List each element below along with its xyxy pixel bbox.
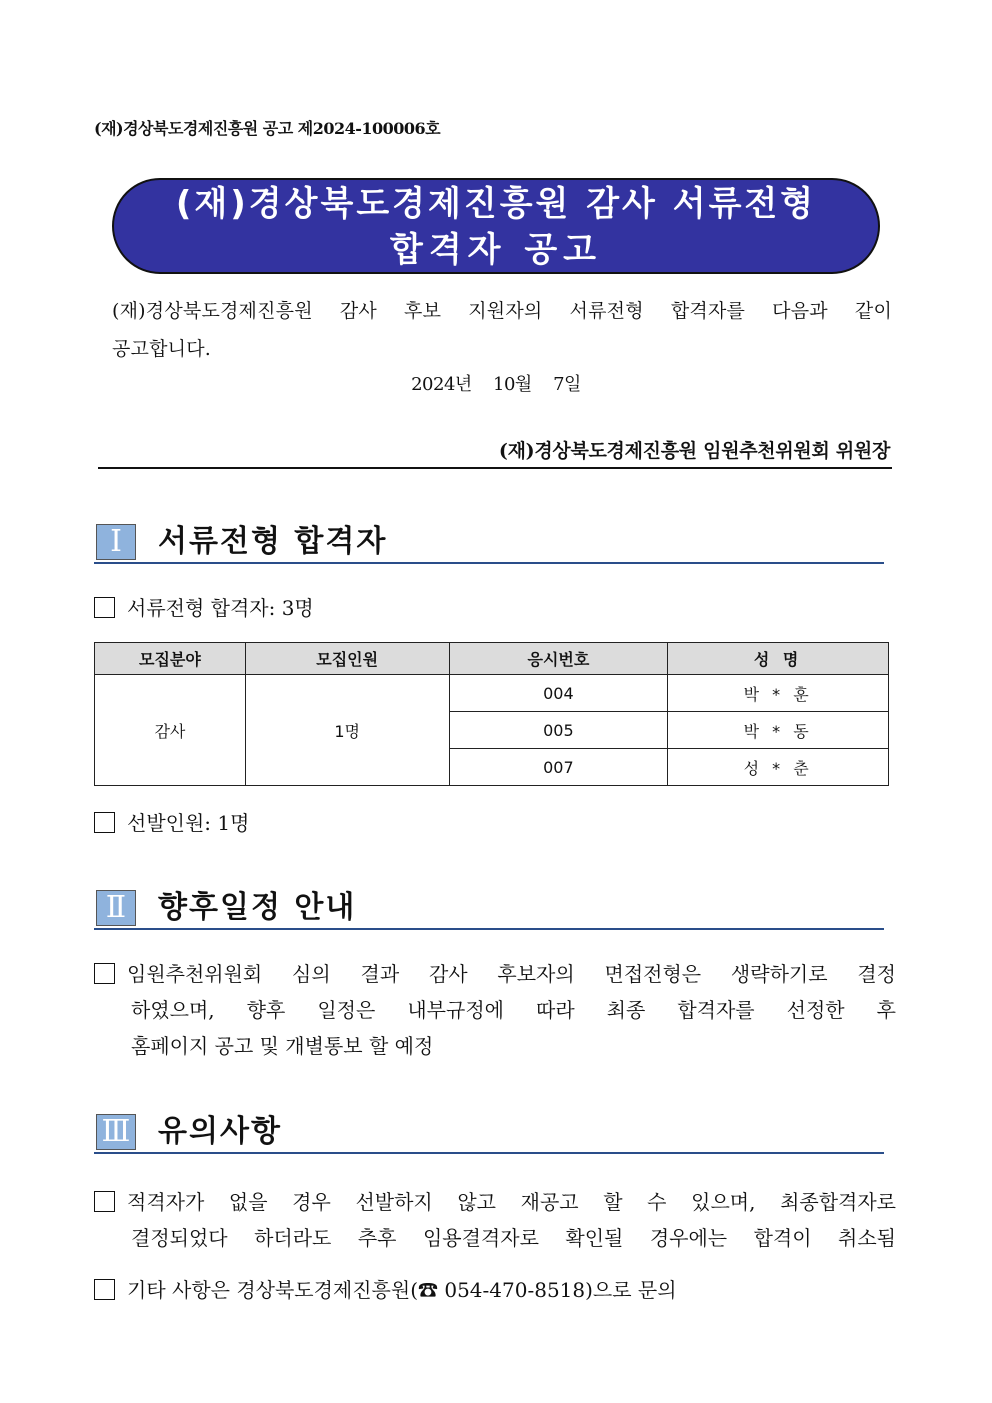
header-name: 성 명 (668, 643, 889, 675)
number-cell: 007 (449, 749, 668, 786)
notice-number: (재)경상북도경제진흥원 공고 제2024-100006호 (94, 119, 441, 138)
notes-item-1 (94, 1184, 896, 1256)
intro-paragraph (102, 292, 892, 368)
contact-text: 기타 사항은 경상북도경제진흥원(☎ 054-470-8518)으로 문의 (127, 1278, 677, 1302)
date-day: 7일 (553, 374, 581, 395)
notice-date (0, 370, 992, 396)
divider-line (98, 467, 892, 469)
schedule-line-2: 하였으며, 향후 일정은 내부규정에 따라 최종 합격자를 선정한 후 (131, 998, 896, 1022)
schedule-line-1: 임원추천위원회 심의 결과 감사 후보자의 면접전형은 생략하기로 결정 (94, 956, 896, 992)
passers-count-text: 서류전형 합격자: 3명 (127, 596, 314, 620)
table-row (95, 675, 889, 712)
section-3-number: Ⅲ (96, 1114, 136, 1150)
checkbox-icon (94, 963, 115, 984)
field-cell: 감사 (95, 675, 246, 786)
header-field: 모집분야 (95, 643, 246, 675)
name-cell: 박 * 동 (668, 712, 889, 749)
section-2-number: Ⅱ (96, 890, 136, 926)
section-1-number: Ⅰ (96, 524, 136, 560)
header-number: 응시번호 (449, 643, 668, 675)
section-1-header (94, 522, 884, 564)
section-2-header (94, 888, 884, 930)
section-1-title: 서류전형 합격자 (158, 524, 388, 559)
notes-item-2 (94, 1272, 677, 1308)
section-2-title: 향후일정 안내 (158, 890, 357, 925)
date-year: 2024년 (411, 374, 472, 395)
date-month: 10월 (493, 374, 532, 395)
selection-text: 선발인원: 1명 (127, 811, 250, 835)
section-3-title: 유의사항 (158, 1114, 282, 1149)
passers-table (94, 642, 889, 786)
number-cell: 004 (449, 675, 668, 712)
name-cell: 성 * 춘 (668, 749, 889, 786)
intro-line-1: (재)경상북도경제진흥원 감사 후보 지원자의 서류전형 합격자를 다음과 같이 (112, 300, 892, 322)
selection-item (94, 805, 249, 841)
title-line-2: 합격자 공고 (389, 230, 603, 270)
signer: (재)경상북도경제진흥원 임원추천위원회 위원장 (498, 440, 890, 462)
checkbox-icon (94, 1191, 115, 1212)
schedule-line-3: 홈페이지 공고 및 개별통보 할 예정 (131, 1034, 434, 1058)
notes-line-2: 결정되었다 하더라도 추후 임용결격자로 확인될 경우에는 합격이 취소됨 (131, 1226, 896, 1250)
title-banner (112, 178, 880, 274)
quota-cell: 1명 (245, 675, 449, 786)
intro-line-2: 공고합니다. (112, 338, 212, 360)
schedule-paragraph (94, 956, 896, 1064)
title-line-1: (재)경상북도경제진흥원 감사 서류전형 (175, 184, 817, 224)
section-3-header (94, 1112, 884, 1154)
passers-count-item (94, 590, 314, 626)
table-header-row (95, 643, 889, 675)
checkbox-icon (94, 597, 115, 618)
number-cell: 005 (449, 712, 668, 749)
header-quota: 모집인원 (245, 643, 449, 675)
notes-line-1: 적격자가 없을 경우 선발하지 않고 재공고 할 수 있으며, 최종합격자로 (94, 1184, 896, 1220)
name-cell: 박 * 훈 (668, 675, 889, 712)
checkbox-icon (94, 1279, 115, 1300)
checkbox-icon (94, 812, 115, 833)
